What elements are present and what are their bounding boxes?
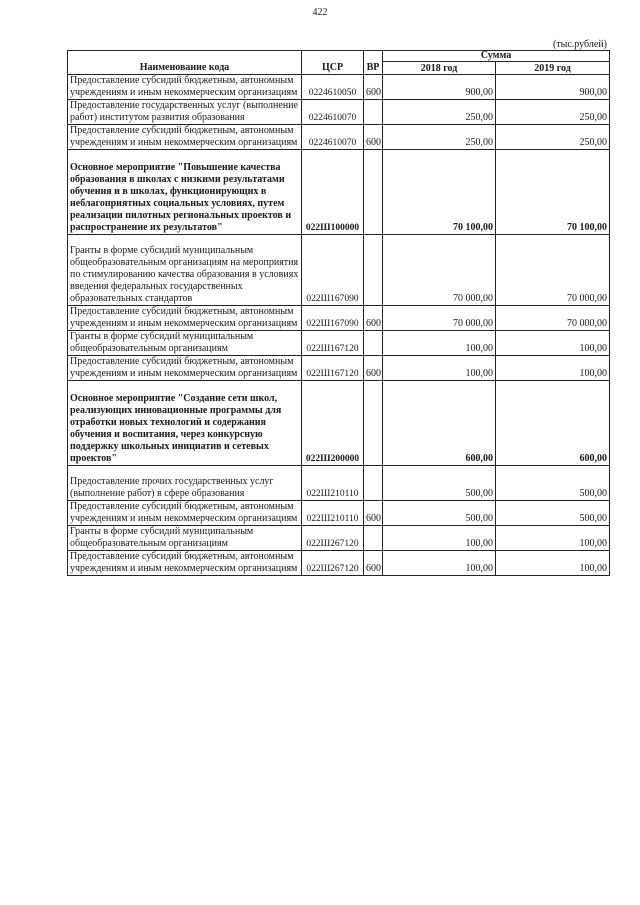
row-csr: 022Ш210110: [302, 501, 364, 526]
row-vr: 600: [364, 501, 383, 526]
row-2019: 100,00: [496, 526, 610, 551]
budget-table: [67, 50, 610, 576]
row-csr: 0224610070: [302, 125, 364, 150]
table-row: [68, 306, 610, 331]
row-csr: 0224610050: [302, 75, 364, 100]
row-name: Основное мероприятие "Повышение качества образования в школах с низкими результатами обучения и в школах, функционирующих в неблагоприятных социальных условиях, путем реализации пилотных региональных проектов и распространение их результатов": [68, 150, 302, 235]
row-name: Основное мероприятие "Создание сети школ, реализующих инновационные программы для отработки новых технологий и содержания обучения и воспитания, через конкурсную поддержку школьных инициатив и сетевых проектов": [68, 381, 302, 466]
row-2018: 500,00: [383, 466, 496, 501]
row-2019: 500,00: [496, 466, 610, 501]
row-name: Гранты в форме субсидий муниципальным общеобразовательным организациям на мероприятия по стимулированию качества образования в условиях введения федеральных государственных образовательных стандартов: [68, 235, 302, 306]
row-2018: 100,00: [383, 526, 496, 551]
row-2018: 600,00: [383, 381, 496, 466]
row-vr: [364, 235, 383, 306]
table-row: [68, 501, 610, 526]
row-name: Предоставление субсидий бюджетным, автономным учреждениям и иным некоммерческим организациям: [68, 551, 302, 576]
header-name: Наименование кода: [68, 51, 302, 75]
row-2019: 70 000,00: [496, 306, 610, 331]
row-2018: 250,00: [383, 125, 496, 150]
row-2019: 100,00: [496, 551, 610, 576]
row-vr: 600: [364, 75, 383, 100]
row-vr: [364, 466, 383, 501]
table-row: [68, 526, 610, 551]
header-csr: ЦСР: [302, 51, 364, 75]
table-row: [68, 75, 610, 100]
row-vr: 600: [364, 125, 383, 150]
row-2019: 70 100,00: [496, 150, 610, 235]
row-2019: 500,00: [496, 501, 610, 526]
row-vr: [364, 100, 383, 125]
header-vr: ВР: [364, 51, 383, 75]
header-sum: Сумма: [383, 51, 610, 62]
row-csr: 0224610070: [302, 100, 364, 125]
row-name: Предоставление субсидий бюджетным, автономным учреждениям и иным некоммерческим организациям: [68, 306, 302, 331]
header-2018: 2018 год: [383, 62, 496, 75]
row-2019: 250,00: [496, 100, 610, 125]
row-2018: 100,00: [383, 331, 496, 356]
row-2019: 70 000,00: [496, 235, 610, 306]
row-csr: 022Ш267120: [302, 551, 364, 576]
row-name: Предоставление государственных услуг (выполнение работ) институтом развития образования: [68, 100, 302, 125]
row-vr: 600: [364, 356, 383, 381]
row-name: Предоставление субсидий бюджетным, автономным учреждениям и иным некоммерческим организациям: [68, 501, 302, 526]
row-vr: 600: [364, 551, 383, 576]
row-vr: [364, 526, 383, 551]
row-vr: [364, 331, 383, 356]
table-row: [68, 331, 610, 356]
row-csr: 022Ш167090: [302, 306, 364, 331]
row-2019: 900,00: [496, 75, 610, 100]
row-2018: 100,00: [383, 356, 496, 381]
row-2018: 900,00: [383, 75, 496, 100]
table-row: [68, 125, 610, 150]
table-row: [68, 150, 610, 235]
units-label: (тыс.рублей): [552, 39, 607, 50]
table-row: [68, 466, 610, 501]
row-csr: 022Ш167120: [302, 331, 364, 356]
row-csr: 022Ш167120: [302, 356, 364, 381]
row-2019: 100,00: [496, 356, 610, 381]
row-name: Предоставление прочих государственных услуг (выполнение работ) в сфере образования: [68, 466, 302, 501]
row-csr: 022Ш210110: [302, 466, 364, 501]
row-2019: 100,00: [496, 331, 610, 356]
row-vr: [364, 150, 383, 235]
row-2018: 70 100,00: [383, 150, 496, 235]
row-2018: 70 000,00: [383, 235, 496, 306]
row-name: Предоставление субсидий бюджетным, автономным учреждениям и иным некоммерческим организациям: [68, 75, 302, 100]
row-csr: 022Ш167090: [302, 235, 364, 306]
row-name: Предоставление субсидий бюджетным, автономным учреждениям и иным некоммерческим организациям: [68, 125, 302, 150]
row-csr: 022Ш200000: [302, 381, 364, 466]
table-row: [68, 551, 610, 576]
header-2019: 2019 год: [496, 62, 610, 75]
table-row: [68, 381, 610, 466]
table-row: [68, 235, 610, 306]
row-2019: 250,00: [496, 125, 610, 150]
row-name: Предоставление субсидий бюджетным, автономным учреждениям и иным некоммерческим организациям: [68, 356, 302, 381]
row-csr: 022Ш267120: [302, 526, 364, 551]
row-vr: [364, 381, 383, 466]
page-number: 422: [312, 7, 328, 18]
table-row: [68, 356, 610, 381]
row-2018: 500,00: [383, 501, 496, 526]
row-csr: 022Ш100000: [302, 150, 364, 235]
row-2018: 100,00: [383, 551, 496, 576]
row-name: Гранты в форме субсидий муниципальным общеобразовательным организациям: [68, 526, 302, 551]
row-2018: 250,00: [383, 100, 496, 125]
row-name: Гранты в форме субсидий муниципальным общеобразовательным организациям: [68, 331, 302, 356]
table-row: [68, 100, 610, 125]
row-vr: 600: [364, 306, 383, 331]
row-2018: 70 000,00: [383, 306, 496, 331]
row-2019: 600,00: [496, 381, 610, 466]
